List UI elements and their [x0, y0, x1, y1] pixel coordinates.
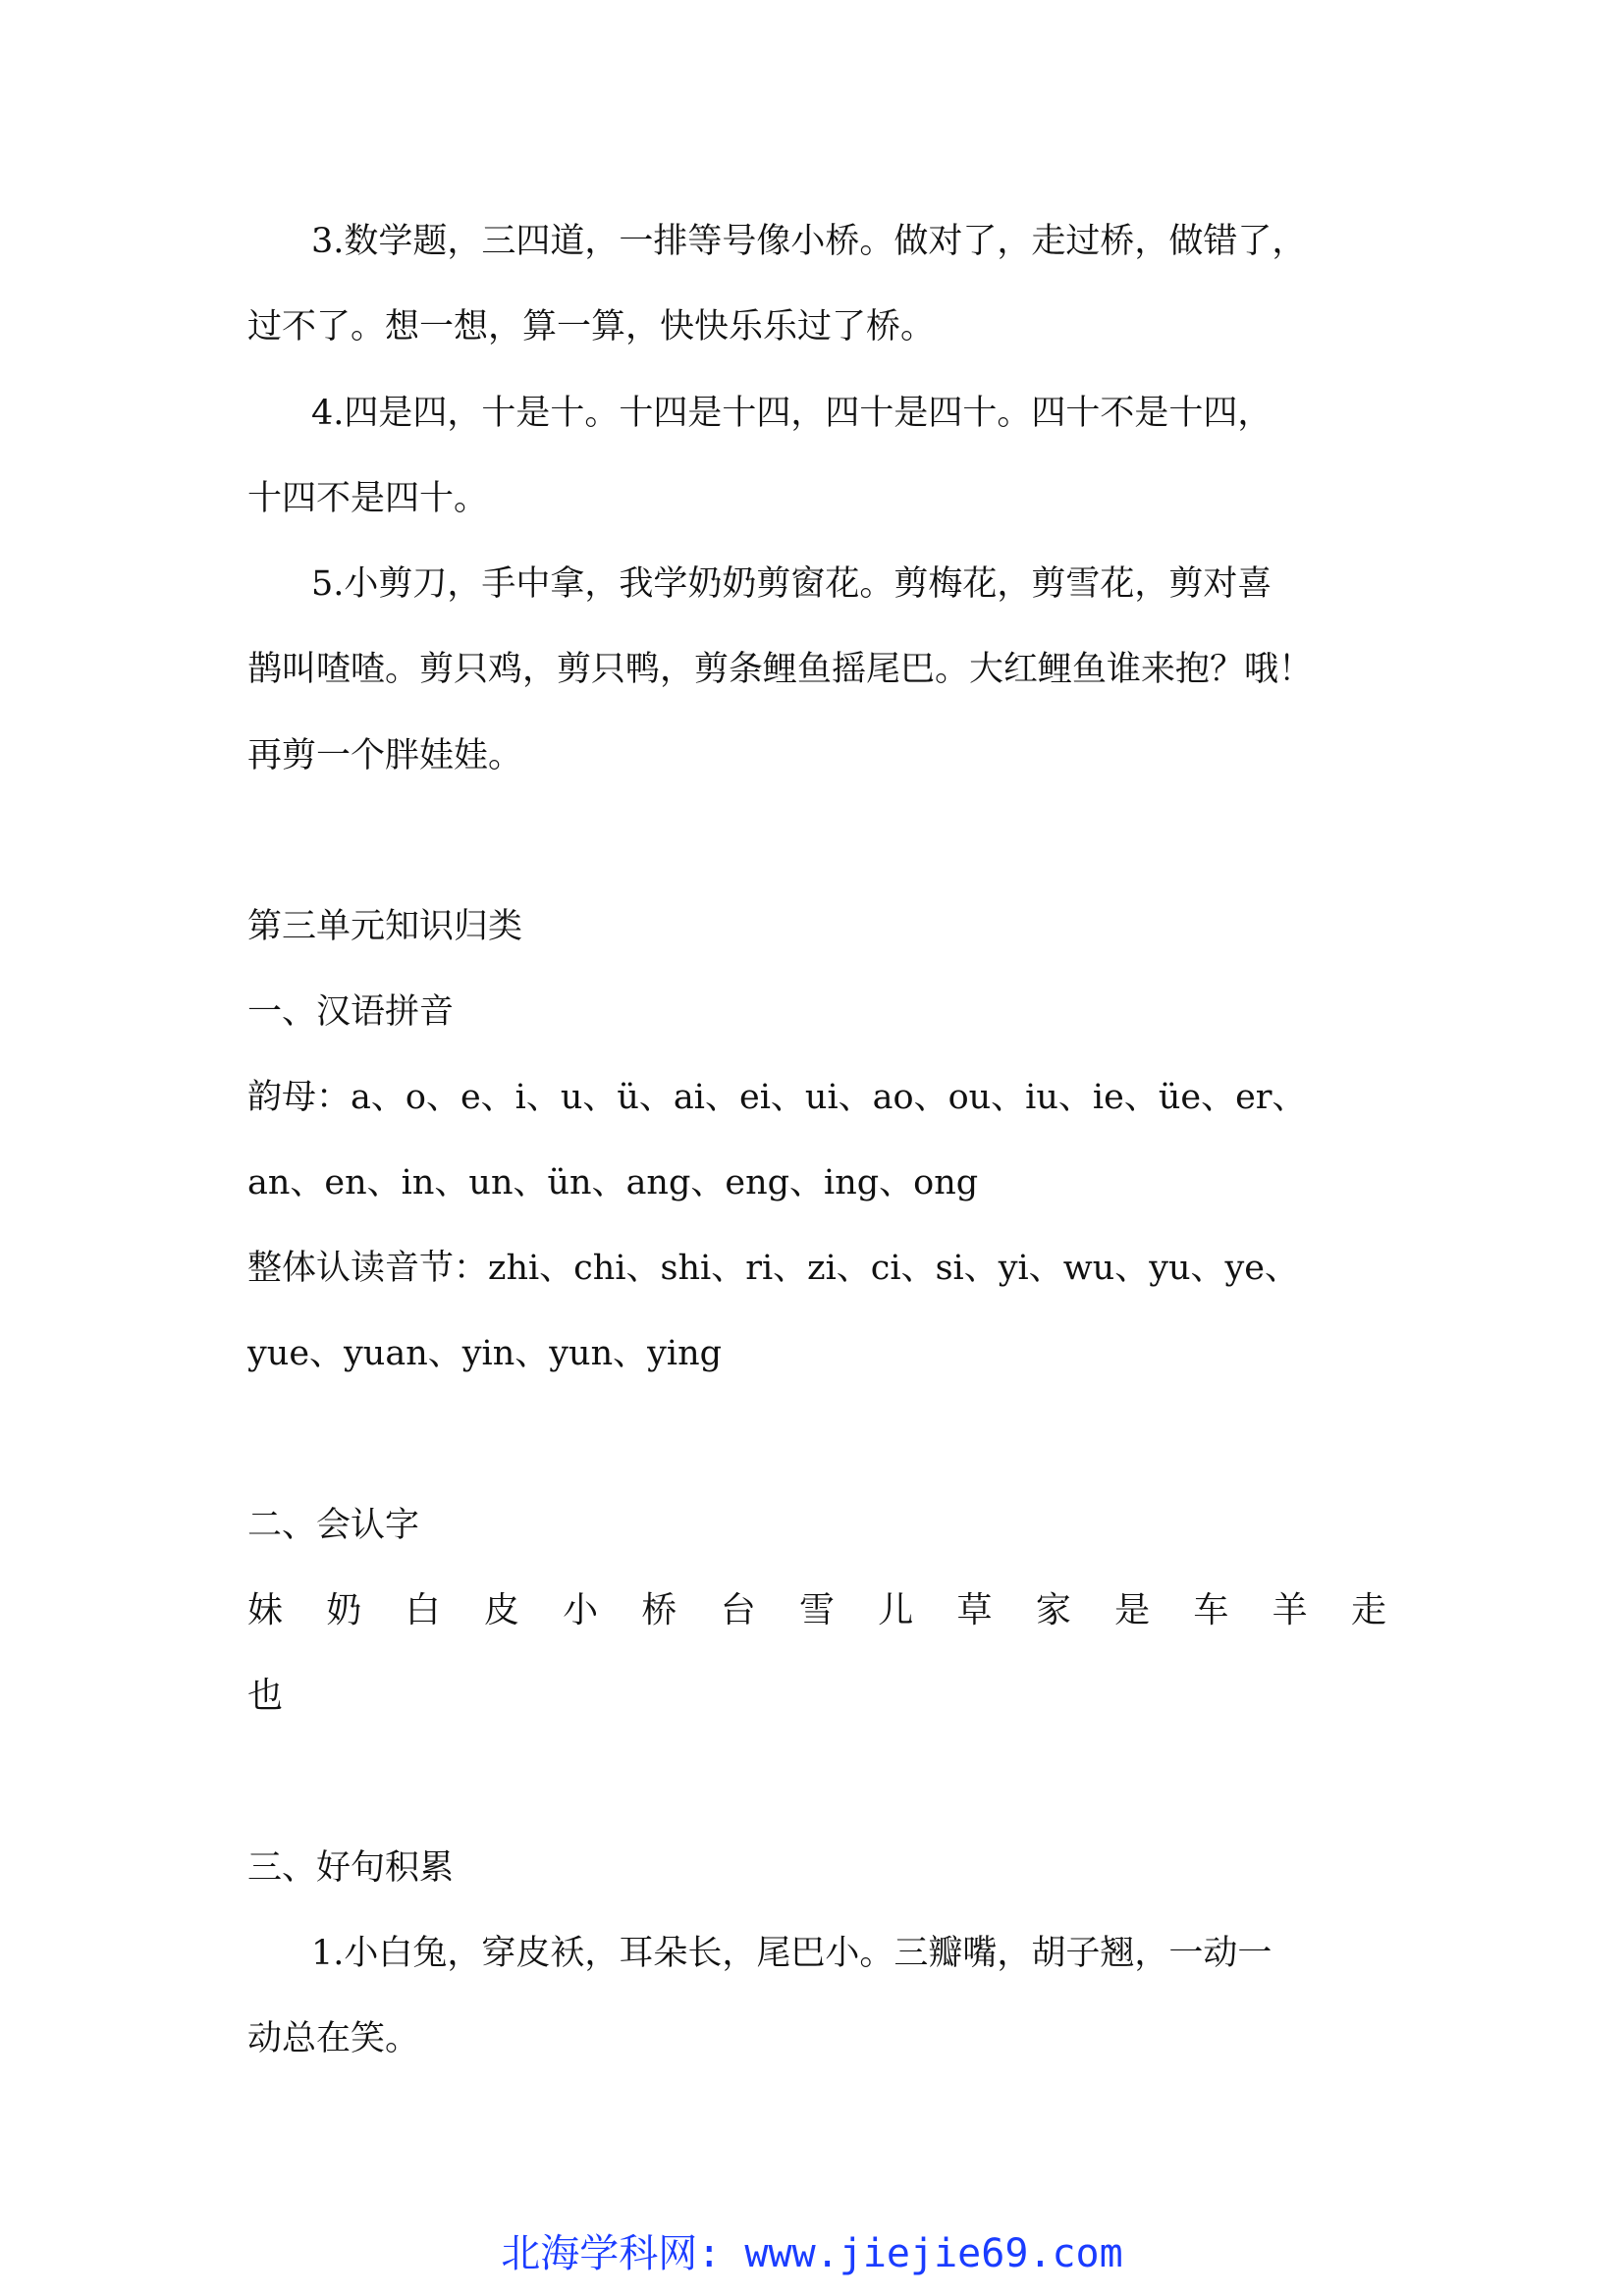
- char: 皮: [483, 1590, 519, 1630]
- char: 妹: [247, 1590, 284, 1630]
- poem-3-line-1: 3.数学题，三四道，一排等号像小桥。做对了，走过桥，做错了，: [311, 222, 1307, 261]
- poem-5-line-3: 再剪一个胖娃娃。: [247, 736, 523, 775]
- syllables-line-1: 整体认读音节：zhi、chi、shi、ri、zi、ci、si、yi、wu、yu、ye、: [247, 1249, 1299, 1288]
- unit-title: 第三单元知识归类: [247, 907, 523, 946]
- poem-5-line-1: 5.小剪刀，手中拿，我学奶奶剪窗花。剪梅花，剪雪花，剪对喜: [311, 564, 1272, 604]
- section-3-heading: 三、好句积累: [247, 1848, 455, 1888]
- char: 羊: [1272, 1590, 1308, 1630]
- poem-5-line-2: 鹊叫喳喳。剪只鸡，剪只鸭，剪条鲤鱼摇尾巴。大红鲤鱼谁来抱？哦！: [247, 650, 1314, 689]
- section-1-heading: 一、汉语拼音: [247, 992, 455, 1032]
- char: 草: [956, 1590, 993, 1630]
- syllables-line-2: yue、yuan、yin、yun、ying: [247, 1334, 723, 1373]
- char: 小: [563, 1590, 599, 1630]
- poem-4-line-2: 十四不是四十。: [247, 479, 489, 518]
- footer-site-link[interactable]: 北海学科网: www.jiejie69.com: [501, 2231, 1123, 2276]
- char: 白: [405, 1590, 441, 1630]
- poem-3-line-2: 过不了。想一想，算一算，快快乐乐过了桥。: [247, 307, 936, 347]
- char: 是: [1114, 1590, 1151, 1630]
- char: 家: [1035, 1590, 1071, 1630]
- recognition-chars-row: [247, 1586, 1386, 1635]
- char: 奶: [326, 1590, 362, 1630]
- sentence-1-line-2: 动总在笑。: [247, 2019, 420, 2058]
- recognition-char-last: 也: [247, 1676, 284, 1716]
- char: 台: [720, 1590, 756, 1630]
- finals-line-2: an、en、in、un、ün、ang、eng、ing、ong: [247, 1163, 979, 1202]
- char: 走: [1350, 1590, 1386, 1630]
- char: 儿: [878, 1590, 914, 1630]
- char: 桥: [641, 1590, 677, 1630]
- finals-line-1: 韵母：a、o、e、i、u、ü、ai、ei、ui、ao、ou、iu、ie、üe、er、: [247, 1078, 1307, 1117]
- poem-4-line-1: 4.四是四，十是十。十四是十四，四十是四十。四十不是十四，: [311, 394, 1272, 433]
- char: 车: [1193, 1590, 1229, 1630]
- char: 雪: [798, 1590, 835, 1630]
- sentence-1-line-1: 1.小白兔，穿皮袄，耳朵长，尾巴小。三瓣嘴，胡子翘，一动一: [311, 1934, 1272, 1973]
- section-2-heading: 二、会认字: [247, 1506, 420, 1545]
